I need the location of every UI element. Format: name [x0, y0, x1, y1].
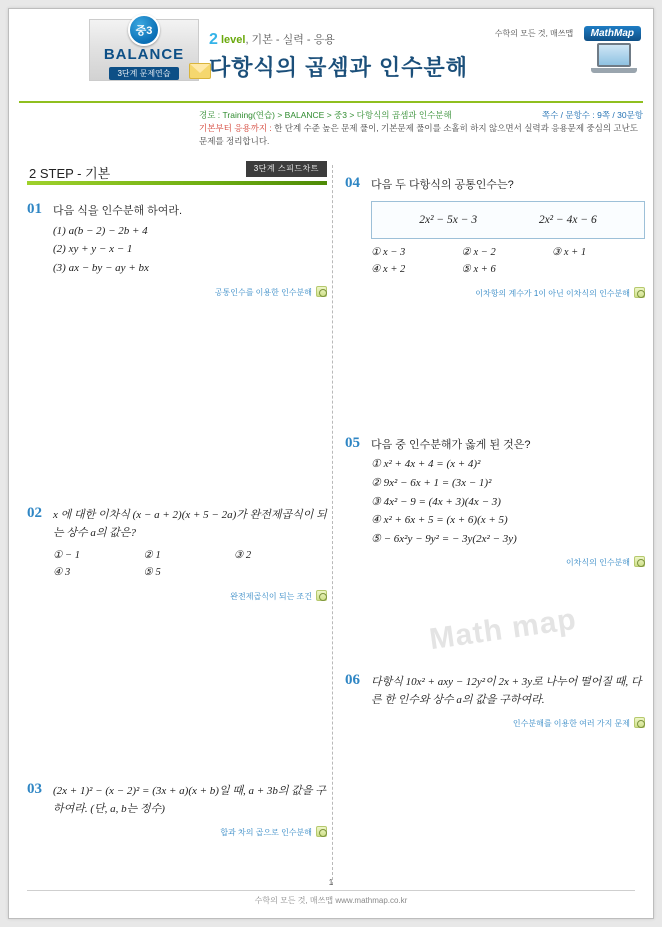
envelope-icon: [189, 63, 211, 79]
level-rest: , 기본 - 실력 - 응용: [245, 34, 335, 46]
problem-tag: [371, 556, 645, 570]
left-column: [27, 161, 327, 850]
problem-tag-text: 완전제곱식이 되는 조건: [230, 592, 312, 602]
level-number: 2: [209, 31, 218, 48]
problem-item: (2) xy + y − x − 1: [53, 243, 133, 256]
problem-number: 01: [27, 201, 42, 218]
grade-badge: 중3: [128, 14, 160, 46]
problem-text: 다음 중 인수분해가 옳게 된 것은?: [371, 438, 531, 451]
choice[interactable]: ⑤ − 6x²y − 9y² = − 3y(2x² − 3y): [371, 532, 517, 545]
right-column: [345, 161, 645, 741]
problem-tag: [53, 286, 327, 300]
watermark: Math map: [427, 603, 579, 657]
problem-05: [345, 434, 645, 570]
problem-tag: [53, 826, 327, 840]
content-area: [9, 161, 653, 901]
problem-tag-text: 합과 차의 곱으로 인수분해: [220, 828, 312, 838]
choice[interactable]: ⑤ 5: [143, 567, 161, 579]
problem-text: 다음 두 다항식의 공통인수는?: [371, 179, 514, 192]
expression: 2x² − 4x − 6: [538, 213, 597, 226]
problem-tag-text: 이차항의 계수가 1이 아닌 이차식의 인수분해: [475, 289, 630, 299]
note-text: 한 단계 수준 높은 문제 풀이, 기본문제 풀이를 소홀히 하지 않으면서 실력과 응용문제 중심의 고난도 문제를 정리합니다.: [199, 122, 639, 146]
choice-empty: [234, 565, 324, 582]
problem-number: 03: [27, 781, 42, 798]
problem-tag: [371, 717, 645, 731]
step-title: 2 STEP - 기본: [29, 166, 111, 182]
choice[interactable]: ② x − 2: [461, 247, 496, 259]
step-bar: [27, 181, 327, 185]
notepad-icon: [316, 826, 327, 837]
balance-title: BALANCE: [103, 46, 185, 63]
header-main: [209, 17, 643, 85]
expression-box: [371, 201, 645, 240]
balance-subtitle: 3단계 문제연습: [109, 67, 178, 80]
problem-tag-text: 이차식의 인수분해: [565, 558, 630, 568]
choice[interactable]: ④ 3: [53, 567, 71, 579]
brand-tagline: 수학의 모든 것, 매쓰맵: [494, 29, 574, 39]
problem-tag: [53, 590, 327, 604]
page-header: [19, 17, 643, 103]
problem-03: [27, 783, 327, 840]
problem-04: [345, 177, 645, 301]
page-title: 다항식의 곱셈과 인수분해: [209, 55, 468, 80]
breadcrumb: [199, 109, 643, 147]
worksheet-page: [8, 8, 654, 919]
choice[interactable]: ③ x + 1: [551, 247, 587, 259]
breadcrumb-path: 경로 : Training(연습) > BALANCE > 중3 > 다항식의 곱셈과 인수분해: [199, 110, 452, 120]
choice[interactable]: ④ x² + 6x + 5 = (x + 6)(x + 5): [371, 514, 508, 527]
choice[interactable]: ① x − 3: [371, 247, 406, 259]
laptop-icon: [591, 43, 637, 77]
problem-number: 06: [345, 672, 360, 689]
expression: 2x² − 5x − 3: [419, 213, 478, 226]
problem-text: x 에 대한 이차식 (x − a + 2)(x + 5 − 2a)가 완전제곱식이 되는 상수 a의 값은?: [53, 509, 327, 539]
choice-empty: [552, 262, 642, 279]
choice[interactable]: ① x² + 4x + 4 = (x + 4)²: [371, 458, 481, 471]
problem-item: (3) ax − by − ay + bx: [53, 262, 149, 275]
footer-divider: [27, 890, 635, 891]
problem-text: (2x + 1)² − (x − 2)² = (3x + a)(x + b)일 때, a + 3b의 값을 구하여라. (단, a, b는 정수): [53, 785, 326, 815]
problem-number: 02: [27, 505, 42, 522]
problem-text: 다항식 10x² + axy − 12y²이 2x + 3y로 나누어 떨어질 때, 다른 한 인수와 상수 a의 값을 구하여라.: [371, 676, 642, 706]
balance-logo-block: [89, 19, 199, 81]
notepad-icon: [316, 590, 327, 601]
speed-chart-chip: 3단계 스피드차트: [246, 161, 327, 177]
column-divider: [332, 165, 333, 885]
problem-02: [27, 507, 327, 627]
problem-tag: [371, 287, 645, 301]
problem-01: [27, 203, 327, 321]
problem-item: (1) a(b − 2) − 2b + 4: [53, 224, 148, 237]
note-label: 기본부터 응용까지 :: [199, 122, 272, 133]
problem-tag-text: 공통인수를 이용한 인수분해: [214, 287, 312, 297]
problem-text: 다음 식을 인수분해 하여라.: [53, 205, 183, 218]
page-footer: [9, 878, 653, 906]
choice[interactable]: ④ x + 2: [371, 264, 406, 276]
page-count: 쪽수 / 문항수 : 9쪽 / 30문항: [541, 110, 643, 120]
problem-06: [345, 674, 645, 731]
problem-number: 05: [345, 434, 360, 451]
choice[interactable]: ① − 1: [53, 550, 80, 562]
step-header: [27, 161, 327, 187]
notepad-icon: [634, 287, 645, 298]
level-word: level: [220, 34, 246, 46]
choice[interactable]: ③ 4x² − 9 = (4x + 3)(4x − 3): [371, 495, 501, 508]
mathmap-logo: MathMap: [584, 26, 641, 41]
choice[interactable]: ⑤ x + 6: [461, 264, 496, 276]
notepad-icon: [316, 286, 327, 297]
notepad-icon: [634, 717, 645, 728]
problem-number: 04: [345, 175, 360, 192]
notepad-icon: [634, 556, 645, 567]
problem-tag-text: 인수분해를 이용한 여러 가지 문제: [512, 719, 630, 729]
choice[interactable]: ② 9x² − 6x + 1 = (3x − 1)²: [371, 477, 492, 490]
brand-block: [495, 25, 641, 43]
choice[interactable]: ③ 2: [233, 550, 252, 562]
footer-text: 수학의 모든 것, 매쓰맵 www.mathmap.co.kr: [254, 896, 408, 905]
page-number: 1: [328, 878, 334, 887]
choice[interactable]: ② 1: [143, 550, 161, 562]
